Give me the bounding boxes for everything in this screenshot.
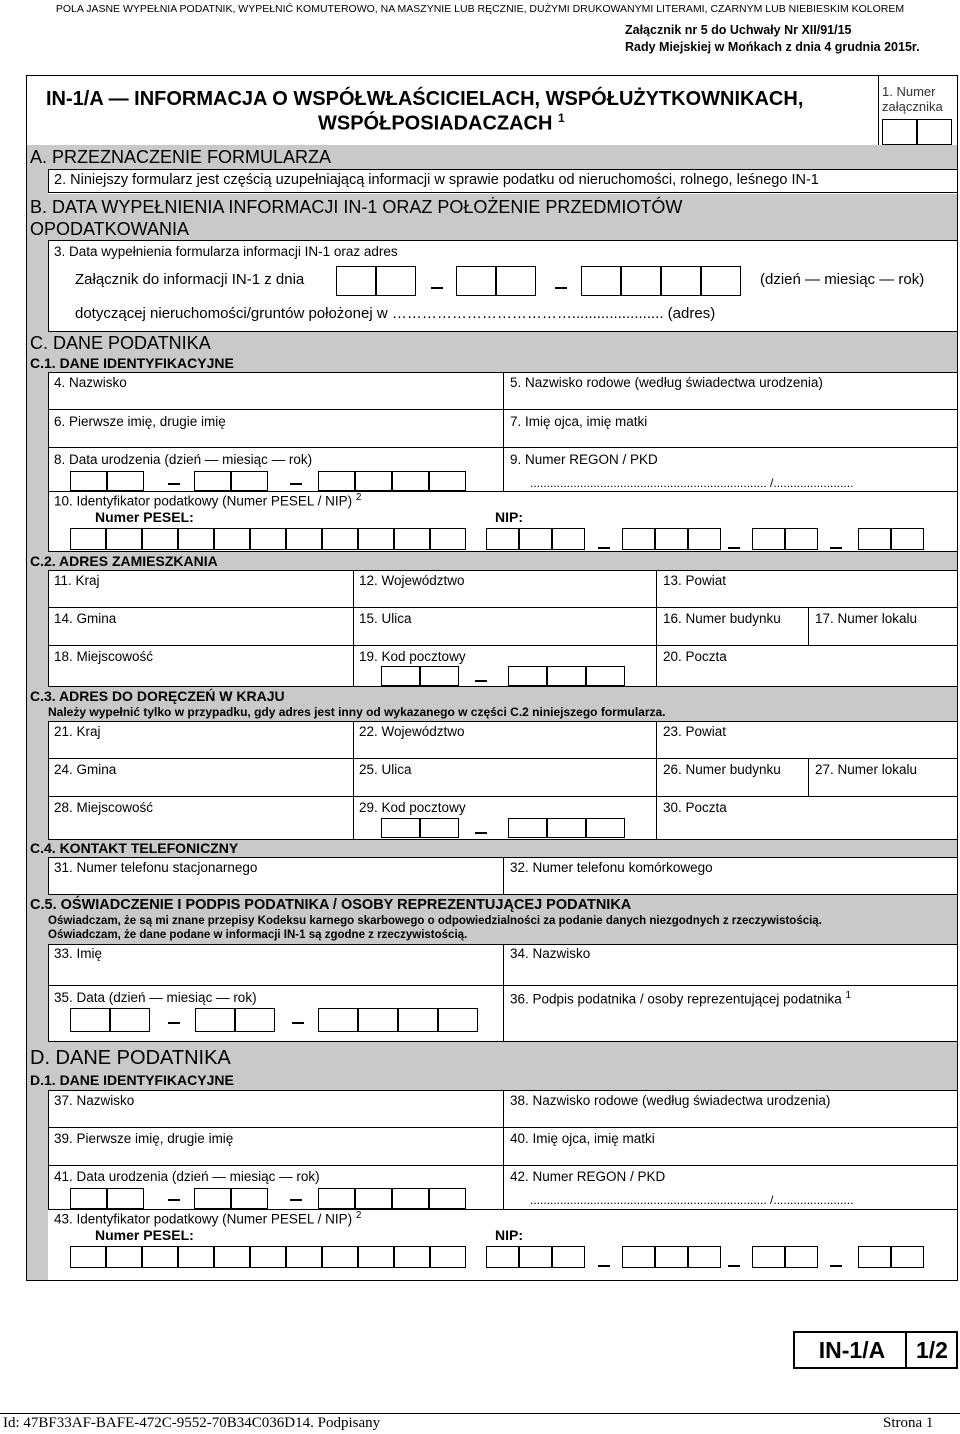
date-day-box-2[interactable] [376, 266, 416, 296]
sign-year-4[interactable] [438, 1008, 478, 1032]
nip-box-9[interactable] [858, 528, 891, 550]
field-40-parents: 40. Imię ojca, imię matki [510, 1131, 655, 1146]
section-c5-title: C.5. OŚWIADCZENIE I PODPIS PODATNIKA / OSOBY REPREZENTUJĄCEJ PODATNIKA [30, 897, 632, 913]
nip-dash-1 [598, 547, 610, 549]
field-39-names: 39. Pierwsze imię, drugie imię [54, 1131, 234, 1146]
nip-dash-3 [830, 547, 842, 549]
field-19-postal: 19. Kod pocztowy [359, 649, 466, 664]
postal-box-3[interactable] [508, 666, 547, 686]
nip-box-5[interactable] [655, 528, 688, 550]
field-24-commune: 24. Gmina [54, 762, 117, 777]
birth-year-4[interactable] [429, 471, 466, 491]
d-nip-dash-2 [728, 1265, 740, 1267]
date-year-box-4[interactable] [701, 266, 741, 296]
nip-box-2[interactable] [519, 528, 552, 550]
section-b-title1: B. DATA WYPEŁNIENIA INFORMACJI IN-1 ORAZ POŁOŻENIE PRZEDMIOTÓW [30, 197, 683, 217]
field-9-regon: 9. Numer REGON / PKD [510, 452, 658, 467]
postal2-box-3[interactable] [508, 818, 547, 838]
field-14-commune: 14. Gmina [54, 611, 117, 626]
field-27-flat: 27. Numer lokalu [815, 762, 918, 777]
nip-box-1[interactable] [486, 528, 519, 550]
form-title-line1: IN-1/A — INFORMACJA O WSPÓŁWŁAŚCICIELACH, WSPÓŁUŻYTKOWNIKACH, [46, 88, 804, 110]
date-month-box-2[interactable] [496, 266, 536, 296]
sign-year-3[interactable] [398, 1008, 438, 1032]
section-b-title2: OPODATKOWANIA [30, 219, 190, 239]
sign-month-2[interactable] [235, 1008, 275, 1032]
d-pesel-box-10[interactable] [394, 1246, 430, 1268]
field-20-post-office: 20. Poczta [663, 649, 727, 664]
postal2-box-2[interactable] [420, 818, 459, 838]
d-birth-year-1[interactable] [318, 1188, 355, 1209]
d-nip-box-1[interactable] [486, 1246, 519, 1268]
section-c2-title: C.2. ADRES ZAMIESZKANIA [30, 553, 218, 569]
field-30-post-office: 30. Poczta [663, 800, 727, 815]
postal2-box-1[interactable] [381, 818, 420, 838]
d-birth-day-1[interactable] [70, 1188, 107, 1209]
field-3: 3. Data wypełnienia formularza informacji IN-1 oraz adres [54, 244, 398, 259]
postal2-box-5[interactable] [586, 818, 625, 838]
d-pesel-box-1[interactable] [70, 1246, 106, 1268]
field-23-county: 23. Powiat [663, 724, 727, 739]
pesel-label: Numer PESEL: [95, 509, 194, 525]
property-address-line: dotyczącej nieruchomości/gruntów położonej w ………………………………...................... (adres) [75, 305, 716, 322]
d-pesel-box-5[interactable] [214, 1246, 250, 1268]
top-note: POLA JASNE WYPEŁNIA PODATNIK, WYPEŁNIĆ KOMUTEROWO, NA MASZYNIE LUB RĘCZNIE, DUŻYMI DRUKOWANYMI LITERAMI, CZARNYM LUB NIEBIESKIM KOLOREM [55, 3, 905, 15]
d-pesel-box-6[interactable] [250, 1246, 286, 1268]
d-nip-dash-1 [598, 1265, 610, 1267]
sign-year-1[interactable] [318, 1008, 358, 1032]
postal-box-2[interactable] [420, 666, 459, 686]
postal-box-1[interactable] [381, 666, 420, 686]
section-c3-title: C.3. ADRES DO DORĘCZEŃ W KRAJU [30, 688, 285, 704]
nip-box-10[interactable] [891, 528, 924, 550]
birth-year-1[interactable] [318, 471, 355, 491]
declaration-2: Oświadczam, że dane podane w informacji IN-1 są zgodne z rzeczywistością. [48, 929, 468, 941]
page-number: Strona 1 [883, 1415, 934, 1431]
d-birth-year-2[interactable] [355, 1188, 392, 1209]
field-31-landline: 31. Numer telefonu stacjonarnego [54, 860, 258, 875]
d-birth-day-2[interactable] [107, 1188, 144, 1209]
field-43-tax-id: 43. Identyfikator podatkowy (Numer PESEL / NIP) $^2$ [54, 1210, 362, 1227]
field-26-building: 26. Numer budynku [663, 762, 781, 777]
field-34-surname: 34. Nazwisko [510, 946, 591, 961]
section-d1-title: D.1. DANE IDENTYFIKACYJNE [30, 1072, 234, 1088]
postal2-box-4[interactable] [547, 818, 586, 838]
d-nip-box-4[interactable] [622, 1246, 655, 1268]
pesel-box-5[interactable] [214, 528, 250, 550]
sign-year-2[interactable] [358, 1008, 398, 1032]
d-pesel-box-2[interactable] [106, 1246, 142, 1268]
pesel-box-3[interactable] [142, 528, 178, 550]
field-25-street: 25. Ulica [359, 762, 412, 777]
nip-box-7[interactable] [752, 528, 785, 550]
pesel-box-1[interactable] [70, 528, 106, 550]
field-11-country: 11. Kraj [54, 573, 100, 588]
field-12-voivodeship: 12. Województwo [359, 573, 465, 588]
d-birth-month-1[interactable] [194, 1188, 231, 1209]
section-c4-title: C.4. KONTAKT TELEFONICZNY [30, 840, 239, 856]
date-year-box-2[interactable] [621, 266, 661, 296]
field-29-postal: 29. Kod pocztowy [359, 800, 466, 815]
field-33-first-name: 33. Imię [54, 946, 103, 961]
date-year-box-3[interactable] [661, 266, 701, 296]
date-day-box-1[interactable] [336, 266, 376, 296]
field-8-birth-date: 8. Data urodzenia (dzień — miesiąc — rok) [54, 452, 313, 467]
form-code: IN-1/A [818, 1337, 886, 1363]
section-c3-note: Należy wypełnić tylko w przypadku, gdy adres jest inny od wykazanego w części C.2 niniejszego formularza. [48, 705, 666, 719]
birth-day-2[interactable] [107, 471, 144, 491]
attach-number-box-2[interactable] [917, 119, 952, 145]
field-6-names: 6. Pierwsze imię, drugie imię [54, 414, 226, 429]
pesel-box-4[interactable] [178, 528, 214, 550]
form-page: 1/2 [916, 1337, 948, 1363]
field-7-parents: 7. Imię ojca, imię matki [510, 414, 648, 429]
d-nip-box-8[interactable] [785, 1246, 818, 1268]
pesel-box-8[interactable] [322, 528, 358, 550]
field-13-county: 13. Powiat [663, 573, 727, 588]
resolution-line1: Załącznik nr 5 do Uchwały Nr XII/91/15 [625, 23, 852, 37]
field-18-city: 18. Miejscowość [54, 649, 154, 664]
pesel-box-2[interactable] [106, 528, 142, 550]
field-37-surname: 37. Nazwisko [54, 1093, 135, 1108]
field-36-signature: 36. Podpis podatnika / osoby reprezentującej podatnika $^1$ [510, 990, 852, 1007]
birth-day-1[interactable] [70, 471, 107, 491]
d-nip-box-6[interactable] [688, 1246, 721, 1268]
field-38-family-name: 38. Nazwisko rodowe (według świadectwa urodzenia) [510, 1093, 831, 1108]
nip-box-3[interactable] [552, 528, 585, 550]
nip-box-6[interactable] [688, 528, 721, 550]
birth-year-3[interactable] [392, 471, 429, 491]
d-birth-year-4[interactable] [429, 1188, 466, 1209]
nip-label: NIP: [495, 509, 523, 525]
birth-month-1[interactable] [194, 471, 231, 491]
d-nip-box-3[interactable] [552, 1246, 585, 1268]
nip-dash-2 [728, 547, 740, 549]
section-c1-title: C.1. DANE IDENTYFIKACYJNE [30, 355, 234, 371]
section-c-title: C. DANE PODATNIKA [30, 333, 211, 353]
field-28-city: 28. Miejscowość [54, 800, 154, 815]
d-nip-box-5[interactable] [655, 1246, 688, 1268]
form-title-line2: WSPÓŁPOSIADACZACH $^1$ [318, 111, 565, 135]
nip-box-8[interactable] [785, 528, 818, 550]
d-birth-year-3[interactable] [392, 1188, 429, 1209]
pesel-box-11[interactable] [430, 528, 466, 550]
attach-number-box-1[interactable] [882, 119, 917, 145]
pesel-box-7[interactable] [286, 528, 322, 550]
birth-month-2[interactable] [231, 471, 268, 491]
d-pesel-label: Numer PESEL: [95, 1227, 194, 1243]
field-42-regon: 42. Numer REGON / PKD [510, 1169, 666, 1184]
d-pesel-box-4[interactable] [178, 1246, 214, 1268]
postal-box-5[interactable] [586, 666, 625, 686]
d-birth-month-2[interactable] [231, 1188, 268, 1209]
date-format-hint: (dzień — miesiąc — rok) [760, 271, 925, 288]
field-22-voivodeship: 22. Województwo [359, 724, 465, 739]
declaration-1: Oświadczam, że są mi znane przepisy Kodeksu karnego skarbowego o odpowiedzialności za podanie danych niezgodnych z rzeczywistością. [48, 915, 822, 927]
field-17-flat: 17. Numer lokalu [815, 611, 918, 626]
d-nip-box-10[interactable] [891, 1246, 924, 1268]
field-41-birth-date: 41. Data urodzenia (dzień — miesiąc — rok) [54, 1169, 320, 1184]
resolution-line2: Rady Miejskiej w Mońkach z dnia 4 grudnia 2015r. [625, 40, 920, 54]
d-nip-box-9[interactable] [858, 1246, 891, 1268]
d-nip-box-2[interactable] [519, 1246, 552, 1268]
nip-box-4[interactable] [622, 528, 655, 550]
d-nip-box-7[interactable] [752, 1246, 785, 1268]
sign-month-1[interactable] [195, 1008, 235, 1032]
field-32-mobile: 32. Numer telefonu komórkowego [510, 860, 713, 875]
d-pesel-box-3[interactable] [142, 1246, 178, 1268]
sign-day-1[interactable] [70, 1008, 110, 1032]
pesel-box-6[interactable] [250, 528, 286, 550]
pesel-box-9[interactable] [358, 528, 394, 550]
date-month-box-1[interactable] [456, 266, 496, 296]
birth-year-2[interactable] [355, 471, 392, 491]
field-2: 2. Niniejszy formularz jest częścią uzupełniającą informacji w sprawie podatku od nieruchomości, rolnego, leśnego IN-1 [54, 172, 819, 188]
document-id: Id: 47BF33AF-BAFE-472C-9552-70B34C036D14. Podpisany [3, 1415, 381, 1431]
attach-number-label: 1. Numer załącznika [882, 84, 943, 114]
date-year-box-1[interactable] [581, 266, 621, 296]
d-pesel-box-11[interactable] [430, 1246, 466, 1268]
d-pesel-box-7[interactable] [286, 1246, 322, 1268]
d-nip-label: NIP: [495, 1227, 523, 1243]
d-nip-dash-3 [830, 1265, 842, 1267]
d-pesel-box-8[interactable] [322, 1246, 358, 1268]
field-4-surname: 4. Nazwisko [54, 375, 127, 390]
field-21-country: 21. Kraj [54, 724, 101, 739]
field-42-dots: ....................................................................... /........................ [530, 1193, 854, 1207]
d-pesel-box-9[interactable] [358, 1246, 394, 1268]
field-10-tax-id: 10. Identyfikator podatkowy (Numer PESEL / NIP) $^2$ [54, 492, 362, 509]
field-5-family-name: 5. Nazwisko rodowe (według świadectwa urodzenia) [510, 375, 823, 390]
field-16-building: 16. Numer budynku [663, 611, 781, 626]
section-a-title: A. PRZEZNACZENIE FORMULARZA [30, 147, 332, 167]
field-35-date: 35. Data (dzień — miesiąc — rok) [54, 990, 257, 1005]
sign-day-2[interactable] [110, 1008, 150, 1032]
field-9-dots: ....................................................................... /........................ [530, 476, 854, 490]
pesel-box-10[interactable] [394, 528, 430, 550]
field-15-street: 15. Ulica [359, 611, 412, 626]
postal-box-4[interactable] [547, 666, 586, 686]
section-d-title: D. DANE PODATNIKA [30, 1047, 231, 1069]
attachment-date-label: Załącznik do informacji IN-1 z dnia [75, 271, 305, 288]
